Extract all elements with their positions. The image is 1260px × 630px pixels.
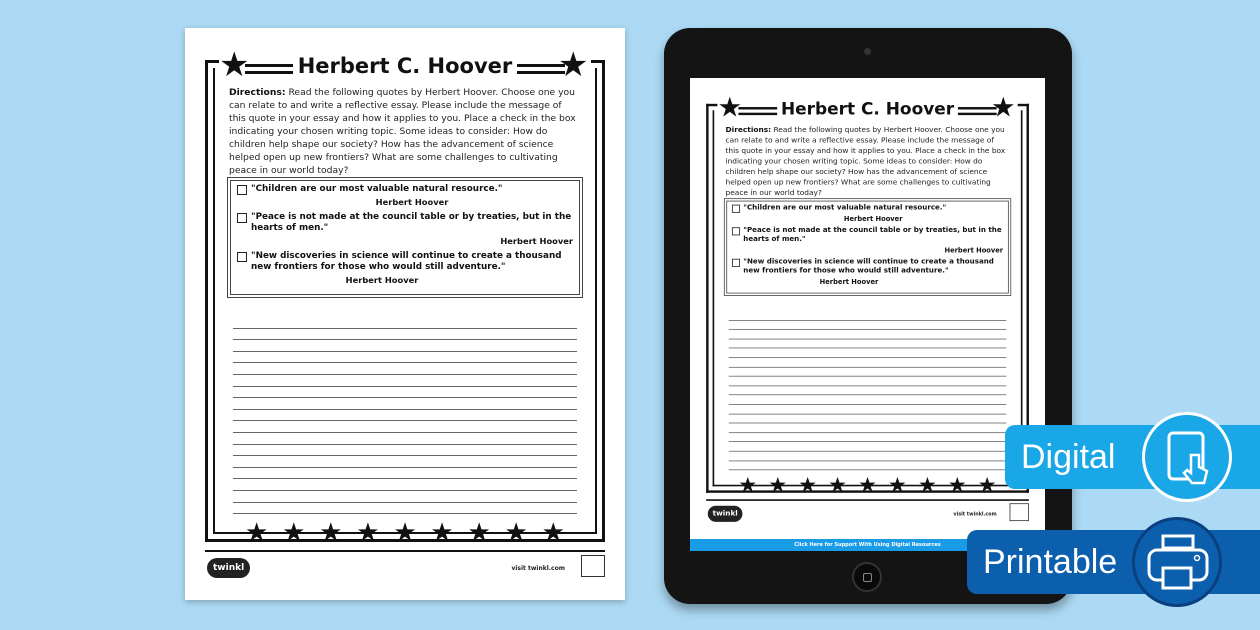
checkbox[interactable] [732,259,740,267]
star-icon: ★ [219,45,250,85]
star-icon: ★ [467,518,491,548]
star-icon: ★ [356,518,380,548]
writing-line [729,414,1007,423]
writing-line [233,491,577,503]
star-icon: ★ [558,45,589,85]
writing-line [233,479,577,491]
quality-seal-icon [1010,503,1029,521]
footer-url: visit twinkl.com [511,565,565,572]
writing-lines [233,317,577,514]
writing-line [729,377,1007,386]
twinkl-logo: twinkl [708,506,743,522]
star-icon: ★ [977,473,997,498]
star-icon: ★ [768,473,788,498]
tablet-screen [690,78,1045,551]
writing-line [233,398,577,410]
writing-line [729,442,1007,451]
writing-line [233,375,577,387]
worksheet-title: Herbert C. Hoover [780,98,955,119]
home-button[interactable] [852,562,882,592]
writing-line [233,363,577,375]
writing-line [233,456,577,468]
twinkl-logo: twinkl [207,558,250,578]
writing-line [233,468,577,480]
writing-line [729,395,1007,404]
tablet-touch-icon [1142,412,1232,502]
worksheet-title: Herbert C. Hoover [297,54,513,78]
writing-line [233,503,577,515]
quote-option: "New discoveries in science will continue to create a thousand new frontiers for those who would still adventure." Herbert Hoover [732,258,1003,286]
writing-line [729,311,1007,320]
quality-seal-icon [581,555,605,577]
writing-line [729,423,1007,432]
printable-worksheet [185,28,625,600]
writing-line [729,433,1007,442]
digital-label: Digital [1021,438,1116,476]
digital-worksheet [690,78,1045,540]
camera-icon [864,48,871,55]
star-icon: ★ [717,91,743,124]
star-icon: ★ [393,518,417,548]
writing-line [233,387,577,399]
star-icon: ★ [828,473,847,498]
directions: Directions: Read the following quotes by Herbert Hoover. Choose one you can relate to and write a reflective essay. Please include the message of this quote in your essay and how it applies to you. Place a check in the box indicating your chosen writing topic. Some ideas to consider: How do children help shape our society? How has the advancement of science helped open up new frontiers? What are some challenges to cultivating peace in our world today? [725,125,1006,198]
checkbox[interactable] [237,252,247,262]
star-icon: ★ [504,518,528,548]
star-icon: ★ [245,518,269,548]
writing-line [729,339,1007,348]
checkbox[interactable] [237,185,247,195]
checkbox[interactable] [237,213,247,223]
writing-line [233,445,577,457]
quote-option: "Peace is not made at the council table or by treaties, but in the hearts of men." Herbert Hoover [732,226,1003,254]
writing-line [233,329,577,341]
star-icon: ★ [947,473,967,498]
writing-line [729,405,1007,414]
writing-line [233,352,577,364]
star-icon: ★ [858,473,877,498]
star-icon: ★ [738,473,758,498]
writing-line [729,330,1007,339]
writing-line [729,358,1007,367]
star-icon: ★ [319,518,343,548]
star-icon: ★ [917,473,937,498]
writing-line [729,461,1007,470]
writing-line [729,321,1007,330]
writing-line [729,367,1007,376]
star-icon: ★ [991,91,1016,124]
quote-option: "Children are our most valuable natural resource." Herbert Hoover [732,204,1003,223]
quote-box [227,177,583,298]
quote-option: "New discoveries in science will continue to create a thousand new frontiers for those who would still adventure." Herbert Hoover [237,251,573,286]
tablet-device [664,28,1072,604]
quote-option: "Peace is not made at the council table or by treaties, but in the hearts of men." Herbert Hoover [237,212,573,247]
checkbox[interactable] [732,205,740,213]
star-icon: ★ [888,473,907,498]
writing-line [729,349,1007,358]
star-icon: ★ [541,518,565,548]
footer-url: visit twinkl.com [953,511,997,518]
star-icon: ★ [798,473,818,498]
writing-line [729,452,1007,461]
quote-option: "Children are our most valuable natural resource." Herbert Hoover [237,184,573,208]
writing-lines [729,311,1007,470]
writing-line [233,410,577,422]
directions: Directions: Read the following quotes by Herbert Hoover. Choose one you can relate to and write a reflective essay. Please include the message of this quote in your essay and how it applies to you. Place a check in the box indicating your chosen writing topic. Some ideas to consider: How do children help shape our society? How has the advancement of science helped open up new frontiers? What are some challenges to cultivating peace in our world today? [229,87,576,176]
writing-line [233,433,577,445]
star-icon: ★ [430,518,454,548]
writing-line [233,421,577,433]
support-link[interactable]: Click Here for Support With Using Digital Resources [690,539,1045,551]
checkbox[interactable] [732,227,740,235]
star-row [245,518,565,548]
writing-line [233,340,577,352]
printer-icon [1132,517,1222,607]
printable-label: Printable [983,543,1118,581]
star-icon: ★ [282,518,306,548]
writing-line [729,386,1007,395]
quote-box [724,198,1011,296]
star-row [738,473,996,497]
writing-line [233,317,577,329]
